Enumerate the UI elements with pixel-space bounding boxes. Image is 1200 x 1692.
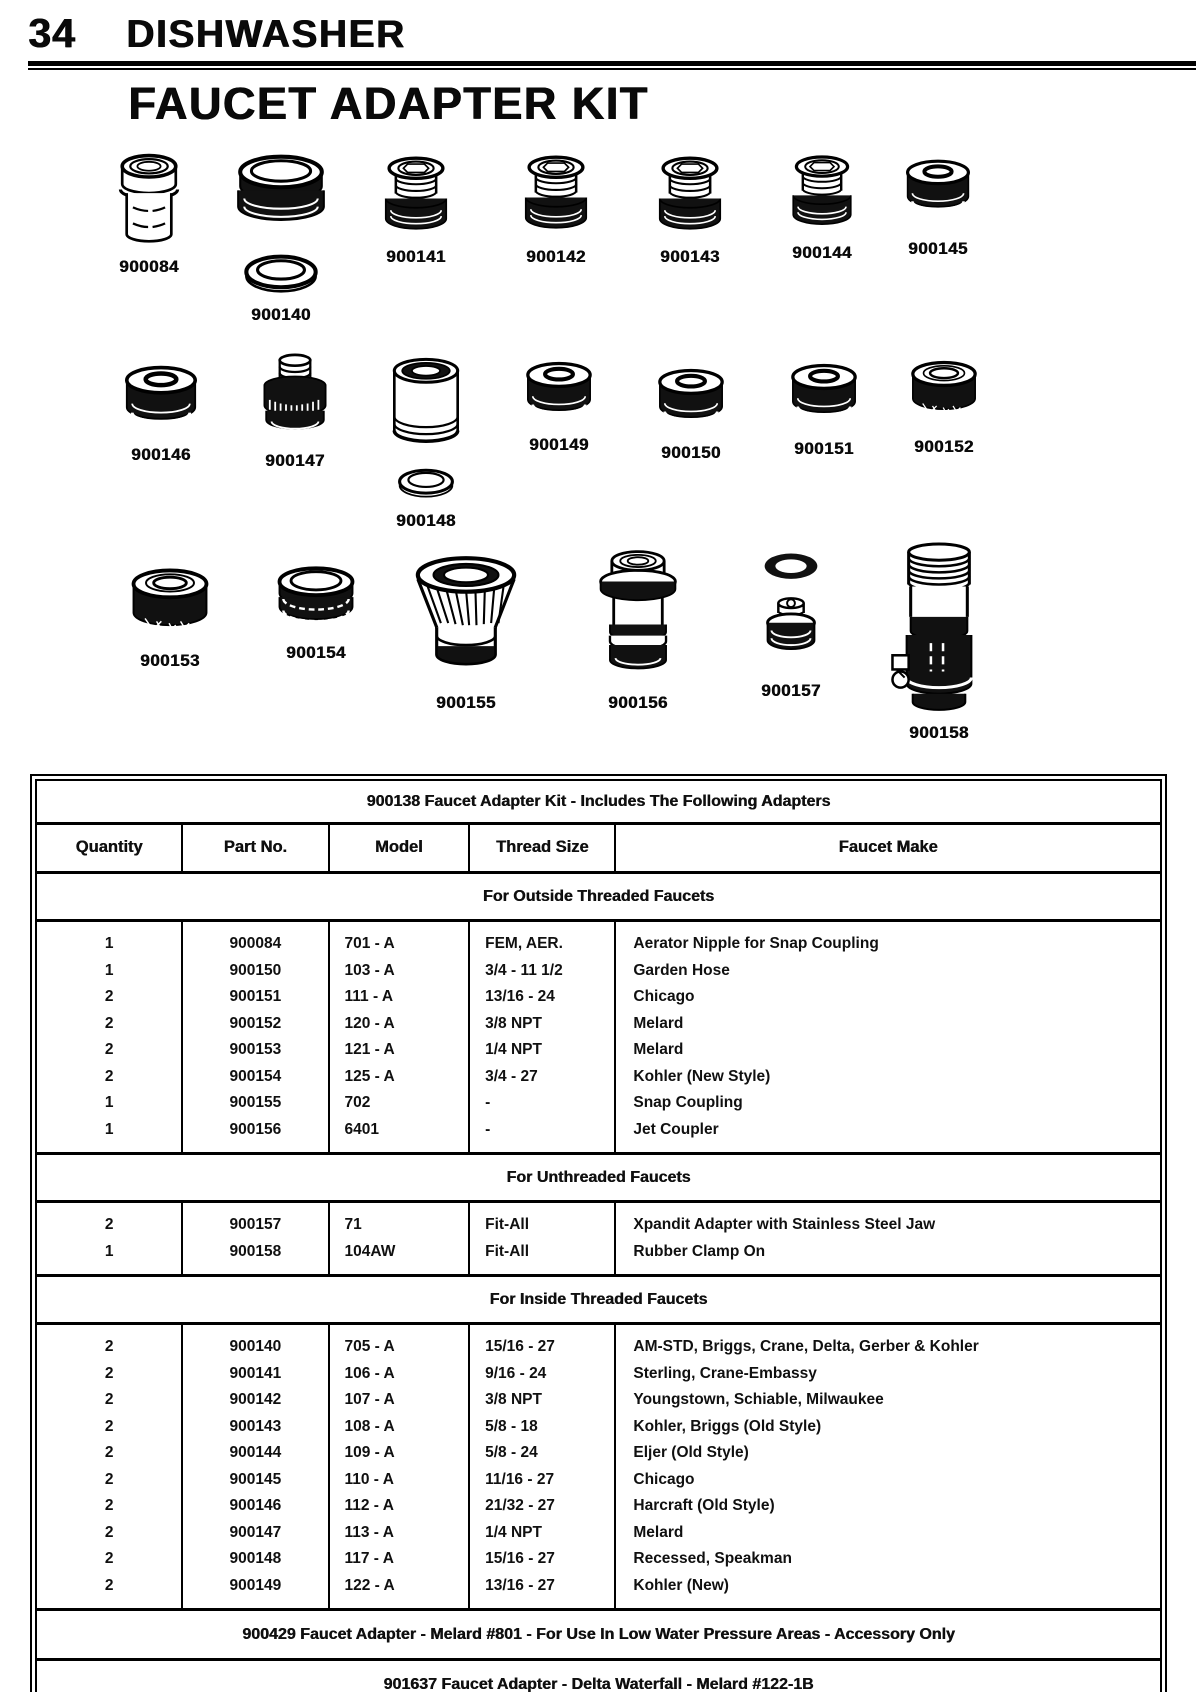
cell-faucet_make: Xpandit Adapter with Stainless Steel Jaw xyxy=(633,1216,936,1234)
knurled-cap-illustration xyxy=(122,564,218,646)
table-row xyxy=(36,958,1161,984)
cell-part_no: 900158 xyxy=(182,1239,328,1276)
cell-part_no: 900152 xyxy=(182,1011,328,1037)
part-number-label: 900142 xyxy=(526,247,586,266)
adapter-kit-table xyxy=(35,779,1162,1692)
page-number: 34 xyxy=(28,10,76,56)
part-number-label: 900084 xyxy=(119,257,179,276)
cell-quantity: 2 xyxy=(36,1520,182,1546)
figures-area xyxy=(0,134,1200,760)
part-number-label: 900153 xyxy=(140,651,200,670)
cell-model: 109 - A xyxy=(329,1440,470,1466)
cell-faucet_make: Melard xyxy=(633,1523,684,1541)
threaded-cap-illustration xyxy=(116,360,206,440)
cell-faucet_make: Kohler (New Style) xyxy=(633,1067,771,1085)
cell-model: 701 - A xyxy=(329,921,470,958)
cell-faucet_make: Sterling, Crane-Embassy xyxy=(633,1364,817,1382)
page-header xyxy=(0,0,1200,57)
cell-thread_size: 13/16 - 27 xyxy=(469,1573,615,1610)
cell-part_no: 900157 xyxy=(182,1202,328,1239)
cell-quantity: 1 xyxy=(36,958,182,984)
cell-part_no: 900146 xyxy=(182,1493,328,1519)
cell-model: 104AW xyxy=(329,1239,470,1276)
figure-900145 xyxy=(898,146,978,259)
cell-faucet_make: Jet Coupler xyxy=(633,1120,719,1138)
cell-part_no: 900143 xyxy=(182,1414,328,1440)
cell-faucet_make: Aerator Nipple for Snap Coupling xyxy=(633,935,879,953)
part-number-label: 900158 xyxy=(909,723,969,742)
table-row xyxy=(36,1493,1161,1519)
table-row xyxy=(36,1324,1161,1361)
cell-thread_size: 11/16 - 27 xyxy=(469,1467,615,1493)
rubber-clamp-adapter-illustration xyxy=(888,542,990,718)
footnote: 900429 Faucet Adapter - Melard #801 - For Use In Low Water Pressure Areas - Accessory Only xyxy=(36,1610,1161,1660)
threaded-plug-illustration xyxy=(782,148,862,238)
cell-thread_size: 3/4 - 27 xyxy=(469,1064,615,1090)
section-header: For Outside Threaded Faucets xyxy=(36,873,1161,921)
table-row xyxy=(36,1064,1161,1090)
cell-quantity: 2 xyxy=(36,1361,182,1387)
threaded-plug-illustration xyxy=(648,150,732,242)
part-number-label: 900156 xyxy=(608,693,668,712)
part-number-label: 900151 xyxy=(794,439,854,458)
aerator-nipple-illustration xyxy=(105,152,193,252)
table-row xyxy=(36,1011,1161,1037)
table-row xyxy=(36,984,1161,1010)
cell-faucet_make: Youngstown, Schiable, Milwaukee xyxy=(633,1391,884,1409)
table-title: 900138 Faucet Adapter Kit - Includes The Following Adapters xyxy=(36,780,1161,824)
figure-900084 xyxy=(105,152,193,277)
cell-model: 110 - A xyxy=(329,1467,470,1493)
cell-model: 111 - A xyxy=(329,984,470,1010)
cell-part_no: 900149 xyxy=(182,1573,328,1610)
section-header-row xyxy=(36,873,1161,921)
cell-quantity: 2 xyxy=(36,1011,182,1037)
knurled-cap-illustration xyxy=(903,352,985,432)
table-row xyxy=(36,1440,1161,1466)
cell-model: 705 - A xyxy=(329,1324,470,1361)
table-row xyxy=(36,1117,1161,1154)
cell-model: 702 xyxy=(329,1090,470,1116)
cell-thread_size: Fit-All xyxy=(469,1202,615,1239)
cell-part_no: 900151 xyxy=(182,984,328,1010)
part-number-label: 900143 xyxy=(660,247,720,266)
figure-900147 xyxy=(250,352,340,471)
part-number-label: 900145 xyxy=(908,239,968,258)
cell-faucet_make: Chicago xyxy=(633,988,695,1006)
column-header: Faucet Make xyxy=(615,824,1161,873)
figure-900148 xyxy=(382,350,470,531)
threaded-cap-illustration xyxy=(518,356,600,430)
part-number-label: 900152 xyxy=(914,437,974,456)
section-header: For Inside Threaded Faucets xyxy=(36,1276,1161,1324)
cell-quantity: 2 xyxy=(36,1546,182,1572)
cell-thread_size: 9/16 - 24 xyxy=(469,1361,615,1387)
cell-thread_size: 13/16 - 24 xyxy=(469,984,615,1010)
footnote: 901637 Faucet Adapter - Delta Waterfall - Melard #122-1B xyxy=(36,1660,1161,1692)
cell-part_no: 900148 xyxy=(182,1546,328,1572)
cell-part_no: 900154 xyxy=(182,1064,328,1090)
cell-quantity: 2 xyxy=(36,1440,182,1466)
cell-faucet_make: Snap Coupling xyxy=(633,1094,743,1112)
cell-model: 108 - A xyxy=(329,1414,470,1440)
cell-quantity: 2 xyxy=(36,1414,182,1440)
figure-900142 xyxy=(514,148,598,267)
column-header: Quantity xyxy=(36,824,182,873)
cell-quantity: 2 xyxy=(36,1037,182,1063)
cell-part_no: 900147 xyxy=(182,1520,328,1546)
cell-faucet_make: Eljer (Old Style) xyxy=(633,1444,749,1462)
cell-faucet_make: Chicago xyxy=(633,1470,695,1488)
cell-thread_size: 3/8 NPT xyxy=(469,1387,615,1413)
cell-faucet_make: Melard xyxy=(633,1014,684,1032)
threaded-plug-illustration xyxy=(514,148,598,242)
footnote-row xyxy=(36,1660,1161,1692)
oring-and-valve-illustration xyxy=(752,546,830,676)
cell-thread_size: 21/32 - 27 xyxy=(469,1493,615,1519)
cell-faucet_make: Harcraft (Old Style) xyxy=(633,1497,775,1515)
cell-model: 117 - A xyxy=(329,1546,470,1572)
cell-quantity: 2 xyxy=(36,1467,182,1493)
cell-part_no: 900150 xyxy=(182,958,328,984)
cell-thread_size: 3/4 - 11 1/2 xyxy=(469,958,615,984)
part-number-label: 900146 xyxy=(131,445,191,464)
cell-quantity: 1 xyxy=(36,1239,182,1276)
cell-thread_size: 15/16 - 27 xyxy=(469,1546,615,1572)
figure-900143 xyxy=(648,150,732,267)
cell-faucet_make: Rubber Clamp On xyxy=(633,1242,766,1260)
jet-coupler-illustration xyxy=(590,546,686,688)
cell-part_no: 900144 xyxy=(182,1440,328,1466)
figure-900153 xyxy=(122,564,218,671)
cell-faucet_make: Kohler (New) xyxy=(633,1576,729,1594)
figure-900140 xyxy=(230,148,332,325)
part-number-label: 900157 xyxy=(761,681,821,700)
adapter-with-washer-illustration xyxy=(230,148,332,300)
cell-thread_size: 1/4 NPT xyxy=(469,1520,615,1546)
table-row xyxy=(36,1239,1161,1276)
cell-model: 120 - A xyxy=(329,1011,470,1037)
part-number-label: 900154 xyxy=(286,643,346,662)
cell-quantity: 2 xyxy=(36,1573,182,1610)
page-subtitle: FAUCET ADAPTER KIT xyxy=(128,78,649,129)
figure-900156 xyxy=(590,546,686,713)
cell-quantity: 1 xyxy=(36,1090,182,1116)
cell-faucet_make: AM-STD, Briggs, Crane, Delta, Gerber & Kohler xyxy=(633,1338,979,1356)
figure-900149 xyxy=(518,356,600,455)
table-row xyxy=(36,1090,1161,1116)
table-title-row xyxy=(36,780,1161,824)
cell-model: 106 - A xyxy=(329,1361,470,1387)
cell-quantity: 2 xyxy=(36,984,182,1010)
cell-part_no: 900140 xyxy=(182,1324,328,1361)
figure-900151 xyxy=(783,356,865,459)
cell-quantity: 1 xyxy=(36,1117,182,1154)
cell-thread_size: Fit-All xyxy=(469,1239,615,1276)
figure-900152 xyxy=(903,352,985,457)
cell-thread_size: FEM, AER. xyxy=(469,921,615,958)
knurled-adapter-illustration xyxy=(250,352,340,446)
section-header-row xyxy=(36,1154,1161,1202)
header-rule xyxy=(28,61,1196,70)
cell-model: 107 - A xyxy=(329,1387,470,1413)
cell-model: 113 - A xyxy=(329,1520,470,1546)
cell-model: 6401 xyxy=(329,1117,470,1154)
cell-model: 71 xyxy=(329,1202,470,1239)
cell-part_no: 900141 xyxy=(182,1361,328,1387)
figure-900154 xyxy=(268,560,364,663)
cell-faucet_make: Garden Hose xyxy=(633,961,730,979)
cell-part_no: 900153 xyxy=(182,1037,328,1063)
section-header: For Unthreaded Faucets xyxy=(36,1154,1161,1202)
page-title: DISHWASHER xyxy=(126,13,406,56)
cell-thread_size: 5/8 - 18 xyxy=(469,1414,615,1440)
cell-part_no: 900142 xyxy=(182,1387,328,1413)
cell-quantity: 2 xyxy=(36,1064,182,1090)
figure-900146 xyxy=(116,360,206,465)
table-row xyxy=(36,1467,1161,1493)
cell-thread_size: 15/16 - 27 xyxy=(469,1324,615,1361)
cell-part_no: 900084 xyxy=(182,921,328,958)
snap-coupling-illustration xyxy=(408,554,524,688)
section-header-row xyxy=(36,1276,1161,1324)
cell-model: 125 - A xyxy=(329,1064,470,1090)
cell-thread_size: 3/8 NPT xyxy=(469,1011,615,1037)
cell-model: 112 - A xyxy=(329,1493,470,1519)
part-number-label: 900149 xyxy=(529,435,589,454)
cell-part_no: 900156 xyxy=(182,1117,328,1154)
threaded-cap-illustration xyxy=(650,362,732,438)
table-row xyxy=(36,1546,1161,1572)
cell-thread_size: 5/8 - 24 xyxy=(469,1440,615,1466)
table-row xyxy=(36,921,1161,958)
column-header: Part No. xyxy=(182,824,328,873)
table-row xyxy=(36,1037,1161,1063)
cell-part_no: 900155 xyxy=(182,1090,328,1116)
table-row xyxy=(36,1573,1161,1610)
threaded-cap-illustration xyxy=(783,356,865,434)
ring-adapter-illustration xyxy=(268,560,364,638)
part-number-label: 900141 xyxy=(386,247,446,266)
adapter-kit-table-frame xyxy=(30,774,1167,1692)
table-row xyxy=(36,1387,1161,1413)
column-header: Model xyxy=(329,824,470,873)
threaded-cap-illustration xyxy=(898,146,978,234)
cell-faucet_make: Recessed, Speakman xyxy=(633,1550,792,1568)
cell-quantity: 2 xyxy=(36,1387,182,1413)
cell-quantity: 1 xyxy=(36,921,182,958)
cell-thread_size: - xyxy=(469,1090,615,1116)
cell-quantity: 2 xyxy=(36,1493,182,1519)
cell-quantity: 2 xyxy=(36,1324,182,1361)
cell-part_no: 900145 xyxy=(182,1467,328,1493)
cell-thread_size: - xyxy=(469,1117,615,1154)
threaded-plug-illustration xyxy=(374,150,458,242)
cell-model: 103 - A xyxy=(329,958,470,984)
figure-900157 xyxy=(752,546,830,701)
tall-adapter-with-washer-illustration xyxy=(382,350,470,506)
column-header: Thread Size xyxy=(469,824,615,873)
figure-900155 xyxy=(408,554,524,713)
footnote-row xyxy=(36,1610,1161,1660)
cell-faucet_make: Kohler, Briggs (Old Style) xyxy=(633,1417,822,1435)
table-row xyxy=(36,1414,1161,1440)
part-number-label: 900155 xyxy=(436,693,496,712)
cell-faucet_make: Melard xyxy=(633,1041,684,1059)
table-row xyxy=(36,1202,1161,1239)
part-number-label: 900144 xyxy=(792,243,852,262)
figure-900141 xyxy=(374,150,458,267)
part-number-label: 900147 xyxy=(265,451,325,470)
table-row xyxy=(36,1520,1161,1546)
cell-thread_size: 1/4 NPT xyxy=(469,1037,615,1063)
part-number-label: 900150 xyxy=(661,443,721,462)
part-number-label: 900148 xyxy=(396,511,456,530)
cell-model: 122 - A xyxy=(329,1573,470,1610)
figure-900158 xyxy=(888,542,990,743)
part-number-label: 900140 xyxy=(251,305,311,324)
cell-quantity: 2 xyxy=(36,1202,182,1239)
table-row xyxy=(36,1361,1161,1387)
figure-900150 xyxy=(650,362,732,463)
figure-900144 xyxy=(782,148,862,263)
cell-model: 121 - A xyxy=(329,1037,470,1063)
table-header-row xyxy=(36,824,1161,873)
